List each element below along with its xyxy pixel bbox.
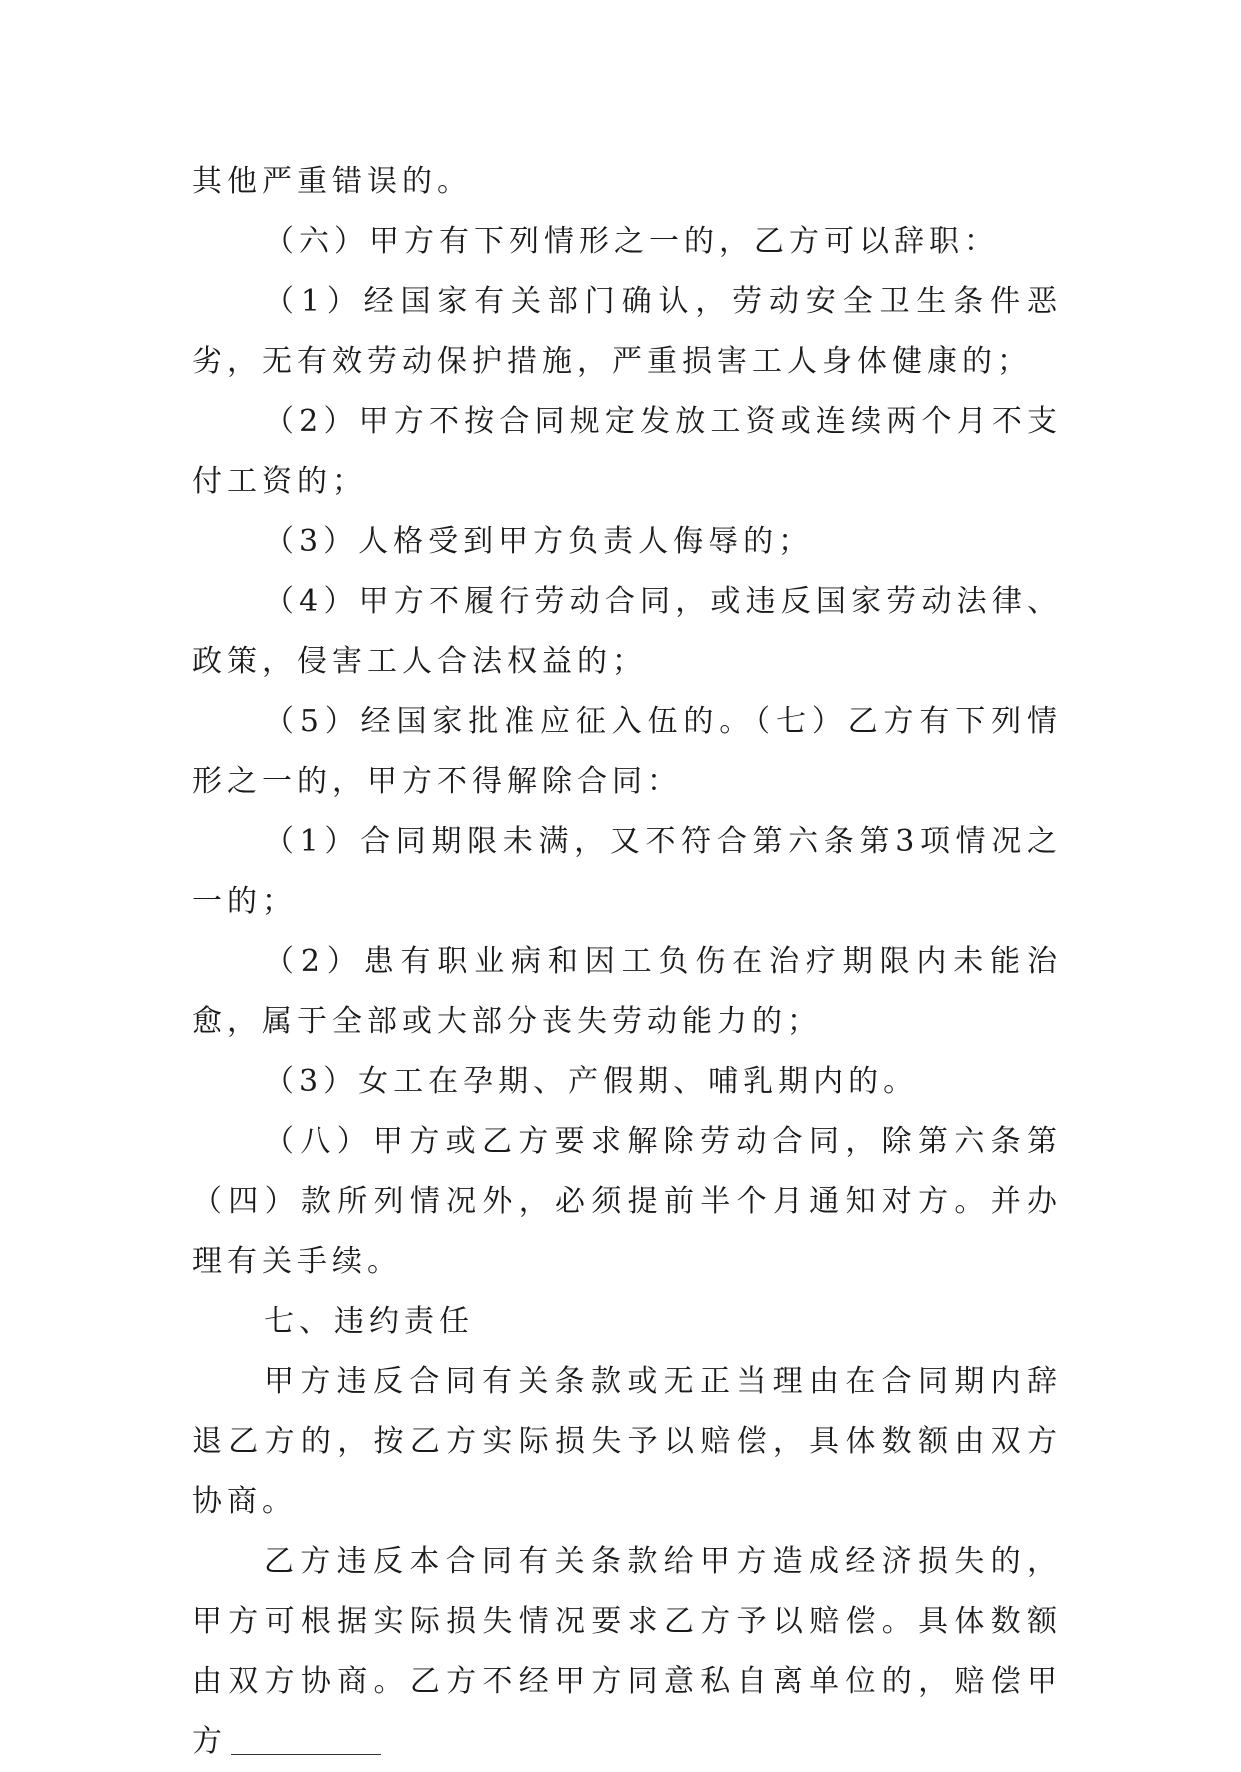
section-heading-breach-liability: 七、违约责任 bbox=[264, 1304, 474, 1339]
paragraph-clause-6-heading: （六）甲方有下列情形之一的，乙方可以辞职： bbox=[264, 224, 999, 259]
paragraph-clause-8: （八）甲方或乙方要求解除劳动合同，除第六条第（四）款所列情况外，必须提前半个月通知对方。并办理有关手续。 bbox=[192, 1124, 1062, 1279]
paragraph-party-b-breach-text: 乙方违反本合同有关条款给甲方造成经济损失的，甲方可根据实际损失情况要求乙方予以赔偿。具体数额由双方协商。乙方不经甲方同意私自离单位的，赔偿甲方 bbox=[192, 1544, 1062, 1759]
paragraph-party-a-breach: 甲方违反合同有关条款或无正当理由在合同期内辞退乙方的，按乙方实际损失予以赔偿，具体数额由双方协商。 bbox=[192, 1364, 1062, 1519]
paragraph-clause-6-item-1: （1）经国家有关部门确认，劳动安全卫生条件恶劣，无有效劳动保护措施，严重损害工人身体健康的； bbox=[192, 284, 1062, 379]
paragraph-party-b-breach bbox=[192, 1532, 1062, 1772]
paragraph-continuation: 其他严重错误的。 bbox=[192, 164, 472, 199]
paragraph-clause-7-item-2: （2）患有职业病和因工负伤在治疗期限内未能治愈，属于全部或大部分丧失劳动能力的； bbox=[192, 944, 1062, 1039]
paragraph-clause-7-item-3: （3）女工在孕期、产假期、哺乳期内的。 bbox=[264, 1064, 919, 1099]
paragraph-clause-6-item-5-clause-7: （5）经国家批准应征入伍的。（七）乙方有下列情形之一的，甲方不得解除合同： bbox=[192, 704, 1062, 799]
paragraph-clause-6-item-2: （2）甲方不按合同规定发放工资或连续两个月不支付工资的； bbox=[192, 404, 1062, 499]
paragraph-clause-7-item-1: （1）合同期限未满，又不符合第六条第3项情况之一的； bbox=[192, 824, 1062, 919]
paragraph-clause-6-item-3: （3）人格受到甲方负责人侮辱的； bbox=[264, 524, 814, 559]
fill-in-blank-line bbox=[231, 1724, 381, 1755]
paragraph-clause-6-item-4: （4）甲方不履行劳动合同，或违反国家劳动法律、政策，侵害工人合法权益的； bbox=[192, 584, 1062, 679]
document-body bbox=[192, 152, 1062, 1772]
